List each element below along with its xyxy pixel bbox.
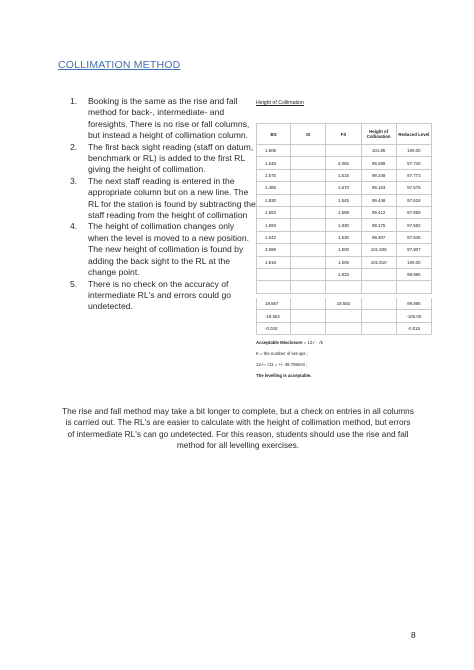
table-cell: 97.645 bbox=[397, 232, 432, 243]
table-cell: 1.485 bbox=[256, 182, 291, 193]
table-cell bbox=[291, 269, 326, 280]
levelling-result: The levelling is acceptable. bbox=[256, 373, 312, 378]
table-cell: 97.740 bbox=[397, 157, 432, 168]
misclosure-calc: 12√≈ √11 = +/- 39.799mm ; bbox=[256, 362, 308, 367]
table-cell: 1.605 bbox=[256, 145, 291, 156]
table-cell: 3.698 bbox=[256, 244, 291, 255]
table-cell: 1.505 bbox=[326, 257, 361, 268]
table-cell bbox=[291, 298, 326, 310]
table-cell: 1.593 bbox=[256, 219, 291, 230]
header-height-of-collimation: Height of Collimation bbox=[362, 124, 397, 144]
table-cell bbox=[362, 269, 397, 280]
table-cell bbox=[291, 170, 326, 181]
table-cell: 1.515 bbox=[326, 170, 361, 181]
table-row bbox=[256, 182, 432, 194]
table-body bbox=[256, 145, 432, 294]
table-cell: 100.00 bbox=[397, 145, 432, 156]
table-cell: 99.348 bbox=[362, 170, 397, 181]
step-number: 4. bbox=[70, 221, 78, 232]
table-cell bbox=[291, 219, 326, 230]
header-is: IS bbox=[291, 124, 326, 144]
table-cell: 97.807 bbox=[397, 244, 432, 255]
table-cell: 1.575 bbox=[256, 170, 291, 181]
misclosure-formula: = 12√ · √k bbox=[303, 340, 323, 345]
table-cell bbox=[362, 281, 397, 292]
table-cell: 99.175 bbox=[362, 219, 397, 230]
table-cell: -100.00 bbox=[397, 310, 432, 322]
table-cell: 99.985 bbox=[397, 269, 432, 280]
section-heading: COLLIMATION METHOD bbox=[58, 59, 181, 71]
setups-note: K = the number of set-ups ; bbox=[256, 351, 308, 356]
step-number: 2. bbox=[70, 141, 78, 152]
table-cell: 1.833 bbox=[326, 269, 361, 280]
table-cell bbox=[291, 145, 326, 156]
header-bs: BS bbox=[256, 124, 291, 144]
step-item bbox=[70, 142, 256, 176]
table-cell: 1.818 bbox=[256, 257, 291, 268]
table-cell: 1.545 bbox=[326, 195, 361, 206]
step-number: 1. bbox=[70, 96, 78, 106]
table-cell bbox=[291, 281, 326, 292]
table-cell: 97.773 bbox=[397, 170, 432, 181]
table-cell: 1.548 bbox=[256, 157, 291, 168]
table-row bbox=[256, 170, 432, 182]
table-cell: 4.065 bbox=[326, 157, 361, 168]
total-row bbox=[256, 310, 432, 323]
step-item bbox=[70, 96, 256, 142]
collimation-table bbox=[256, 123, 432, 335]
table-cell bbox=[326, 145, 361, 156]
step-text: Booking is the same as the rise and fall method for back-, intermediate- and foresights. There is no rise or fall columns, but instead a height of collimation column. bbox=[88, 96, 250, 141]
table-cell bbox=[291, 157, 326, 168]
table-cell bbox=[291, 323, 326, 335]
total-row bbox=[256, 323, 432, 336]
misclosure-notes bbox=[256, 337, 323, 381]
table-cell: 99.163 bbox=[362, 182, 397, 193]
table-cell bbox=[362, 310, 397, 322]
table-cell: -0.015 bbox=[256, 323, 291, 335]
table-row bbox=[256, 219, 432, 231]
table-cell bbox=[326, 323, 361, 335]
table-cell: 97.859 bbox=[397, 207, 432, 218]
step-text: The height of collimation changes only when the level is moved to a new position. The new height of collimation is found by adding the back sight to the RL at the change point. bbox=[88, 221, 249, 278]
table-cell bbox=[256, 269, 291, 280]
step-number: 5. bbox=[70, 278, 78, 289]
table-row bbox=[256, 244, 432, 256]
table-row bbox=[256, 145, 432, 157]
table-cell bbox=[397, 281, 432, 292]
table-cell: 99.985 bbox=[397, 298, 432, 310]
table-cell: 1.642 bbox=[256, 232, 291, 243]
table-cell bbox=[291, 257, 326, 268]
table-cell: 1.589 bbox=[326, 207, 361, 218]
table-cell: 99.307 bbox=[362, 232, 397, 243]
table-cell: -0.015 bbox=[397, 323, 432, 335]
table-cell: 100.00 bbox=[397, 257, 432, 268]
total-row bbox=[256, 298, 432, 311]
table-cell bbox=[326, 281, 361, 292]
table-cell: 1.830 bbox=[256, 195, 291, 206]
table-row bbox=[256, 195, 432, 207]
page-number: 8 bbox=[411, 630, 416, 640]
table-row bbox=[256, 257, 432, 269]
table-cell: -18.582 bbox=[256, 310, 291, 322]
table-row bbox=[256, 281, 432, 293]
table-cell: 18.582 bbox=[326, 298, 361, 310]
table-cell: 1.553 bbox=[256, 207, 291, 218]
table-cell: 97.678 bbox=[397, 182, 432, 193]
table-cell: 99.412 bbox=[362, 207, 397, 218]
table-header-row bbox=[256, 123, 432, 145]
summary-paragraph: The rise and fall method may take a bit longer to complete, but a check on entries in all columns is carried out. The RL's are easier to calculate with the height of collimation method, but errors of intermediate RL's can go undetected. For this reason, students should use the rise and fall method for all levelling exercises. bbox=[62, 406, 414, 451]
table-cell bbox=[291, 310, 326, 322]
header-fs: FS bbox=[326, 124, 361, 144]
table-cell: 1.530 bbox=[326, 232, 361, 243]
table-cell: 99.288 bbox=[362, 157, 397, 168]
table-title: Height of Collimation bbox=[256, 100, 304, 106]
table-totals bbox=[256, 298, 432, 336]
table-cell: 101.85 bbox=[362, 145, 397, 156]
table-cell: 97.618 bbox=[397, 195, 432, 206]
table-cell bbox=[326, 310, 361, 322]
header-reduced-level: Reduced Level bbox=[397, 124, 432, 144]
step-item bbox=[70, 279, 256, 313]
step-text: The first back sight reading (staff on datum, benchmark or RL) is added to the first RL giving the height of collimation. bbox=[88, 141, 254, 175]
table-cell bbox=[256, 281, 291, 292]
table-cell: 18.567 bbox=[256, 298, 291, 310]
table-cell: 1.670 bbox=[326, 182, 361, 193]
step-number: 3. bbox=[70, 175, 78, 186]
table-row bbox=[256, 232, 432, 244]
table-row bbox=[256, 157, 432, 169]
table-cell bbox=[362, 323, 397, 335]
misclosure-label: Acceptable Misclosure bbox=[256, 340, 303, 345]
step-item bbox=[70, 176, 256, 222]
table-cell: 101.505 bbox=[362, 244, 397, 255]
misclosure-line bbox=[256, 337, 323, 348]
table-cell bbox=[291, 195, 326, 206]
table-cell: 99.448 bbox=[362, 195, 397, 206]
table-cell: 101.810 bbox=[362, 257, 397, 268]
table-cell bbox=[291, 244, 326, 255]
step-item bbox=[70, 221, 256, 278]
table-cell bbox=[291, 182, 326, 193]
table-cell bbox=[291, 207, 326, 218]
table-row bbox=[256, 207, 432, 219]
step-text: There is no check on the accuracy of intermediate RL's and errors could go undetected. bbox=[88, 278, 232, 312]
step-text: The next staff reading is entered in the appropriate column but on a new line. The RL for the station is found by subtracting the staff reading from the height of collimation bbox=[88, 175, 256, 221]
table-cell bbox=[362, 298, 397, 310]
table-cell: 1.500 bbox=[326, 244, 361, 255]
table-row bbox=[256, 269, 432, 281]
table-cell: 97.582 bbox=[397, 219, 432, 230]
steps-list bbox=[70, 96, 256, 313]
table-cell bbox=[291, 232, 326, 243]
table-cell: 1.830 bbox=[326, 219, 361, 230]
